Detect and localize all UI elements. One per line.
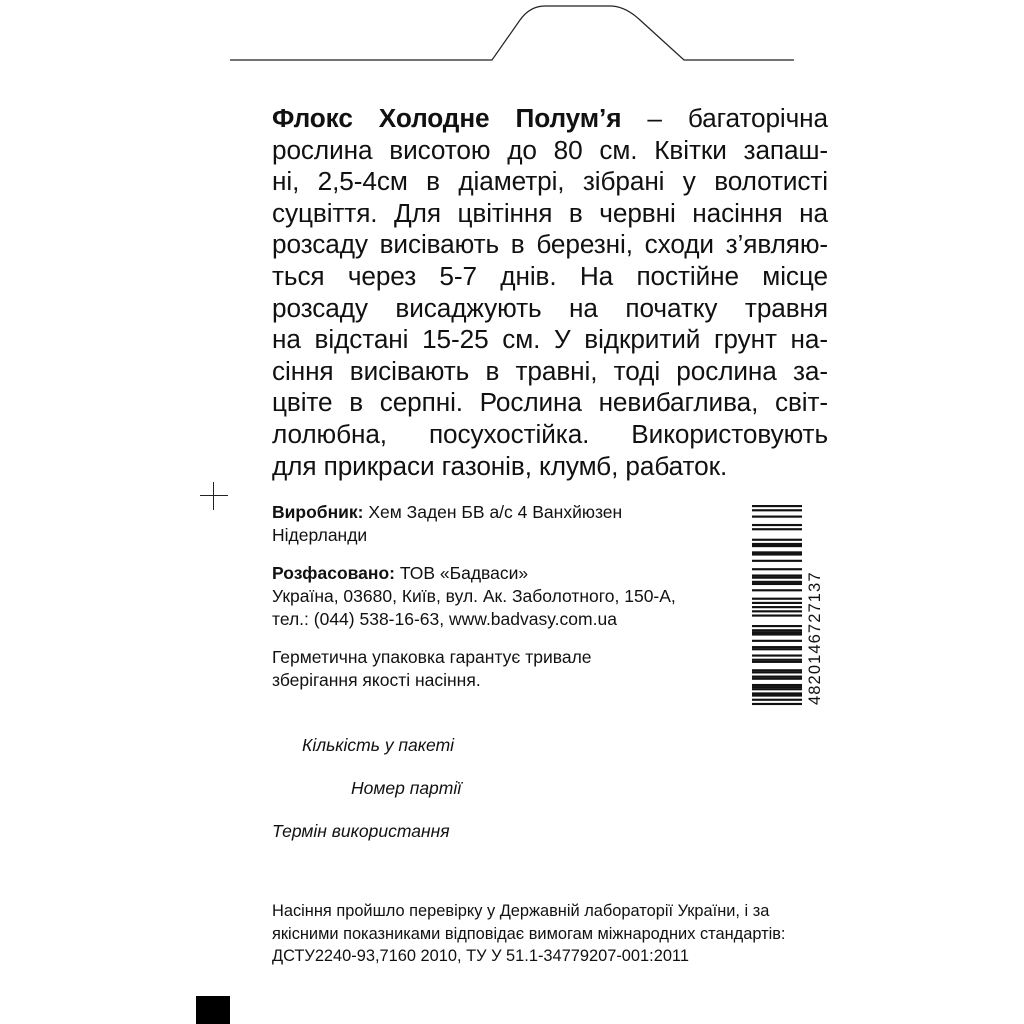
barcode-bar: [752, 574, 802, 576]
description-line: суцвіття. Для цвітіння в червні насіння на: [272, 197, 828, 228]
description-line: цвіте в серпні. Рослина невибаглива, світ-: [272, 387, 828, 418]
packer-info: [272, 562, 732, 631]
certification-note: Насіння пройшло перевірку у Державній лабораторії України, і за якісними показниками відповідає вимогам міжнародних стандартів: ДСТУ2240-93,7160 2010, ТУ У 51.1-34779207-001:2011: [272, 902, 786, 965]
barcode-bar: [752, 543, 802, 545]
hang-hole-outline: [0, 0, 1024, 60]
barcode-bar: [752, 676, 802, 678]
barcode-bar: [752, 551, 802, 553]
barcode-bar: [752, 633, 802, 635]
product-title: Флокс Холодне Полум’я: [272, 103, 622, 133]
barcode-bar: [752, 528, 802, 530]
barcode-bar: [752, 524, 802, 526]
packer-contacts: тел.: (044) 538-16-63, www.badvasy.com.ua: [272, 609, 617, 629]
barcode-bar: [752, 610, 802, 612]
barcode-bar: [752, 631, 802, 633]
barcode-bars: [752, 505, 802, 705]
barcode-bar: [752, 505, 802, 507]
barcode: [750, 505, 822, 705]
storage-note: Герметична упаковка гарантує тривале зберігання якості насіння.: [272, 647, 592, 690]
packer-address: Україна, 03680, Київ, вул. Ак. Заболотного, 150-А,: [272, 586, 676, 606]
barcode-bar: [752, 568, 802, 570]
description-line: ні, 2,5-4см в діаметрі, зібрані у волотисті: [272, 166, 828, 197]
product-description: [272, 103, 828, 482]
barcode-bar: [752, 669, 802, 671]
barcode-bar: [752, 589, 802, 591]
barcode-bar: [752, 699, 802, 701]
barcode-bar: [752, 684, 802, 686]
barcode-bar: [752, 671, 802, 673]
expiry-label: Термін використання: [272, 821, 450, 841]
barcode-bar: [752, 509, 802, 511]
quantity-label: Кількість у пакеті: [302, 735, 455, 755]
barcode-bar: [752, 646, 802, 648]
barcode-bar: [752, 606, 802, 608]
barcode-bar: [752, 539, 802, 541]
description-line: розсаду висівають в березні, сходи з’являю-: [272, 229, 828, 260]
barcode-bar: [752, 545, 802, 547]
description-line: розсаду висаджують на початку травня: [272, 292, 828, 323]
description-line: на відстані 15-25 см. У відкритий грунт на-: [272, 324, 828, 355]
barcode-bar: [752, 583, 802, 585]
barcode-bar: [752, 577, 802, 579]
barcode-bar: [752, 629, 802, 631]
barcode-bar: [752, 560, 802, 562]
description-line: ться через 5-7 днів. На постійне місце: [272, 260, 828, 291]
batch-label: Номер партії: [351, 778, 462, 798]
barcode-bar: [752, 661, 802, 663]
barcode-bar: [752, 553, 802, 555]
producer-country: Нідерланди: [272, 525, 368, 545]
barcode-bar: [752, 614, 802, 616]
barcode-digits: 4820146727137: [806, 571, 824, 705]
description-line: рослина висотою до 80 см. Квітки запаш-: [272, 134, 828, 165]
producer-label: Виробник:: [272, 502, 364, 522]
description-line: Флокс Холодне Полум’я – багаторічна: [272, 103, 828, 133]
barcode-bar: [752, 694, 802, 696]
barcode-bar: [752, 659, 802, 661]
barcode-bar: [752, 581, 802, 583]
barcode-bar: [752, 703, 802, 705]
barcode-bar: [752, 648, 802, 650]
packer-name: ТОВ «Бадваси»: [394, 563, 529, 583]
barcode-bar: [752, 625, 802, 627]
producer-name: Хем Заден БВ а/с 4 Ванхйюзен: [363, 502, 623, 522]
barcode-bar: [752, 678, 802, 680]
registration-mark: [200, 482, 228, 510]
barcode-bar: [752, 598, 802, 600]
barcode-bar: [752, 602, 802, 604]
barcode-bar: [752, 516, 802, 518]
description-line: лолюбна, посухостійка. Використовують: [272, 418, 828, 449]
barcode-bar: [752, 640, 802, 642]
description-line: сіння висівають в травні, тоді рослина за-: [272, 355, 828, 386]
barcode-bar: [752, 686, 802, 688]
packer-label: Розфасовано:: [272, 563, 395, 583]
description-line: для прикраси газонів, клумб, рабаток.: [272, 450, 728, 481]
registration-block: [196, 996, 230, 1024]
barcode-bar: [752, 654, 802, 656]
barcode-bar: [752, 692, 802, 694]
producer-info: [272, 501, 732, 547]
barcode-bar: [752, 688, 802, 690]
